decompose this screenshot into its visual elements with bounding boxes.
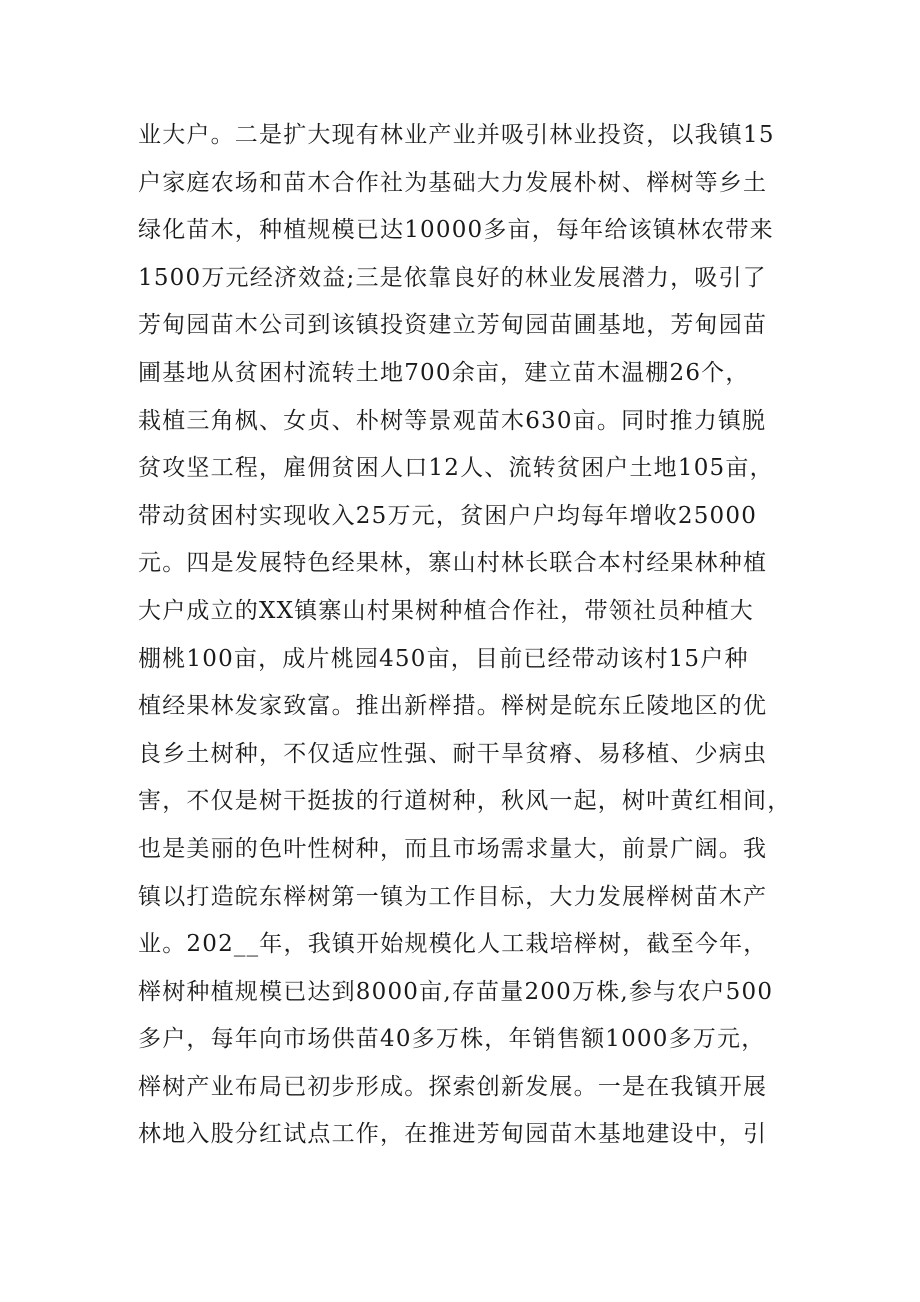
text-line: 害，不仅是树干挺拔的行道树种，秋风一起，树叶黄红相间， (138, 788, 792, 815)
text-line: 多户，每年向市场供苗40多万株，年销售额1000多万元， (138, 1026, 766, 1053)
text-line: 榉树产业布局已初步形成。探索创新发展。一是在我镇开展 (138, 1073, 768, 1100)
text-line: 业大户。二是扩大现有林业产业并吸引林业投资，以我镇15 (138, 122, 775, 148)
text-line: 带动贫困村实现收入25万元，贫困户户均每年增收25000 (138, 502, 758, 529)
text-line: 贫攻坚工程，雇佣贫困人口12人、流转贫困户土地105亩， (138, 455, 774, 482)
text-line: 榉树种植规模已达到8000亩,存苗量200万株,参与农户500 (138, 978, 774, 1005)
text-line: 林地入股分红试点工作，在推进芳甸园苗木基地建设中，引 (138, 1121, 768, 1148)
text-line: 良乡土树种，不仅适应性强、耐干旱贫瘠、易移植、少病虫 (138, 740, 768, 767)
text-line: 也是美丽的色叶性树种，而且市场需求量大，前景广阔。我 (138, 835, 768, 862)
text-line: 元。四是发展特色经果林，寨山村林长联合本村经果林种植 (138, 550, 768, 577)
text-line: 户家庭农场和苗木合作社为基础大力发展朴树、榉树等乡土 (138, 169, 768, 196)
text-line: 棚桃100亩，成片桃园450亩，目前已经带动该村15户种 (138, 645, 749, 672)
body-text (138, 112, 818, 1159)
text-line: 植经果林发家致富。推出新榉措。榉树是皖东丘陵地区的优 (138, 693, 768, 720)
text-line: 1500万元经济效益;三是依靠良好的林业发展潜力，吸引了 (138, 264, 767, 291)
text-line: 大户成立的XX镇寨山村果树种植合作社，带领社员种植大 (138, 597, 754, 624)
text-line: 绿化苗木，种植规模已达10000多亩，每年给该镇林农带来 (138, 217, 774, 244)
text-line: 芳甸园苗木公司到该镇投资建立芳甸园苗圃基地，芳甸园苗 (138, 312, 768, 339)
text-line: 栽植三角枫、女贞、朴树等景观苗木630亩。同时推力镇脱 (138, 407, 767, 434)
text-line: 圃基地从贫困村流转土地700余亩，建立苗木温棚26个， (138, 359, 750, 386)
text-line: 镇以打造皖东榉树第一镇为工作目标，大力发展榉树苗木产 (138, 883, 768, 910)
text-line: 业。202__年，我镇开始规模化人工栽培榉树，截至今年， (138, 931, 768, 958)
